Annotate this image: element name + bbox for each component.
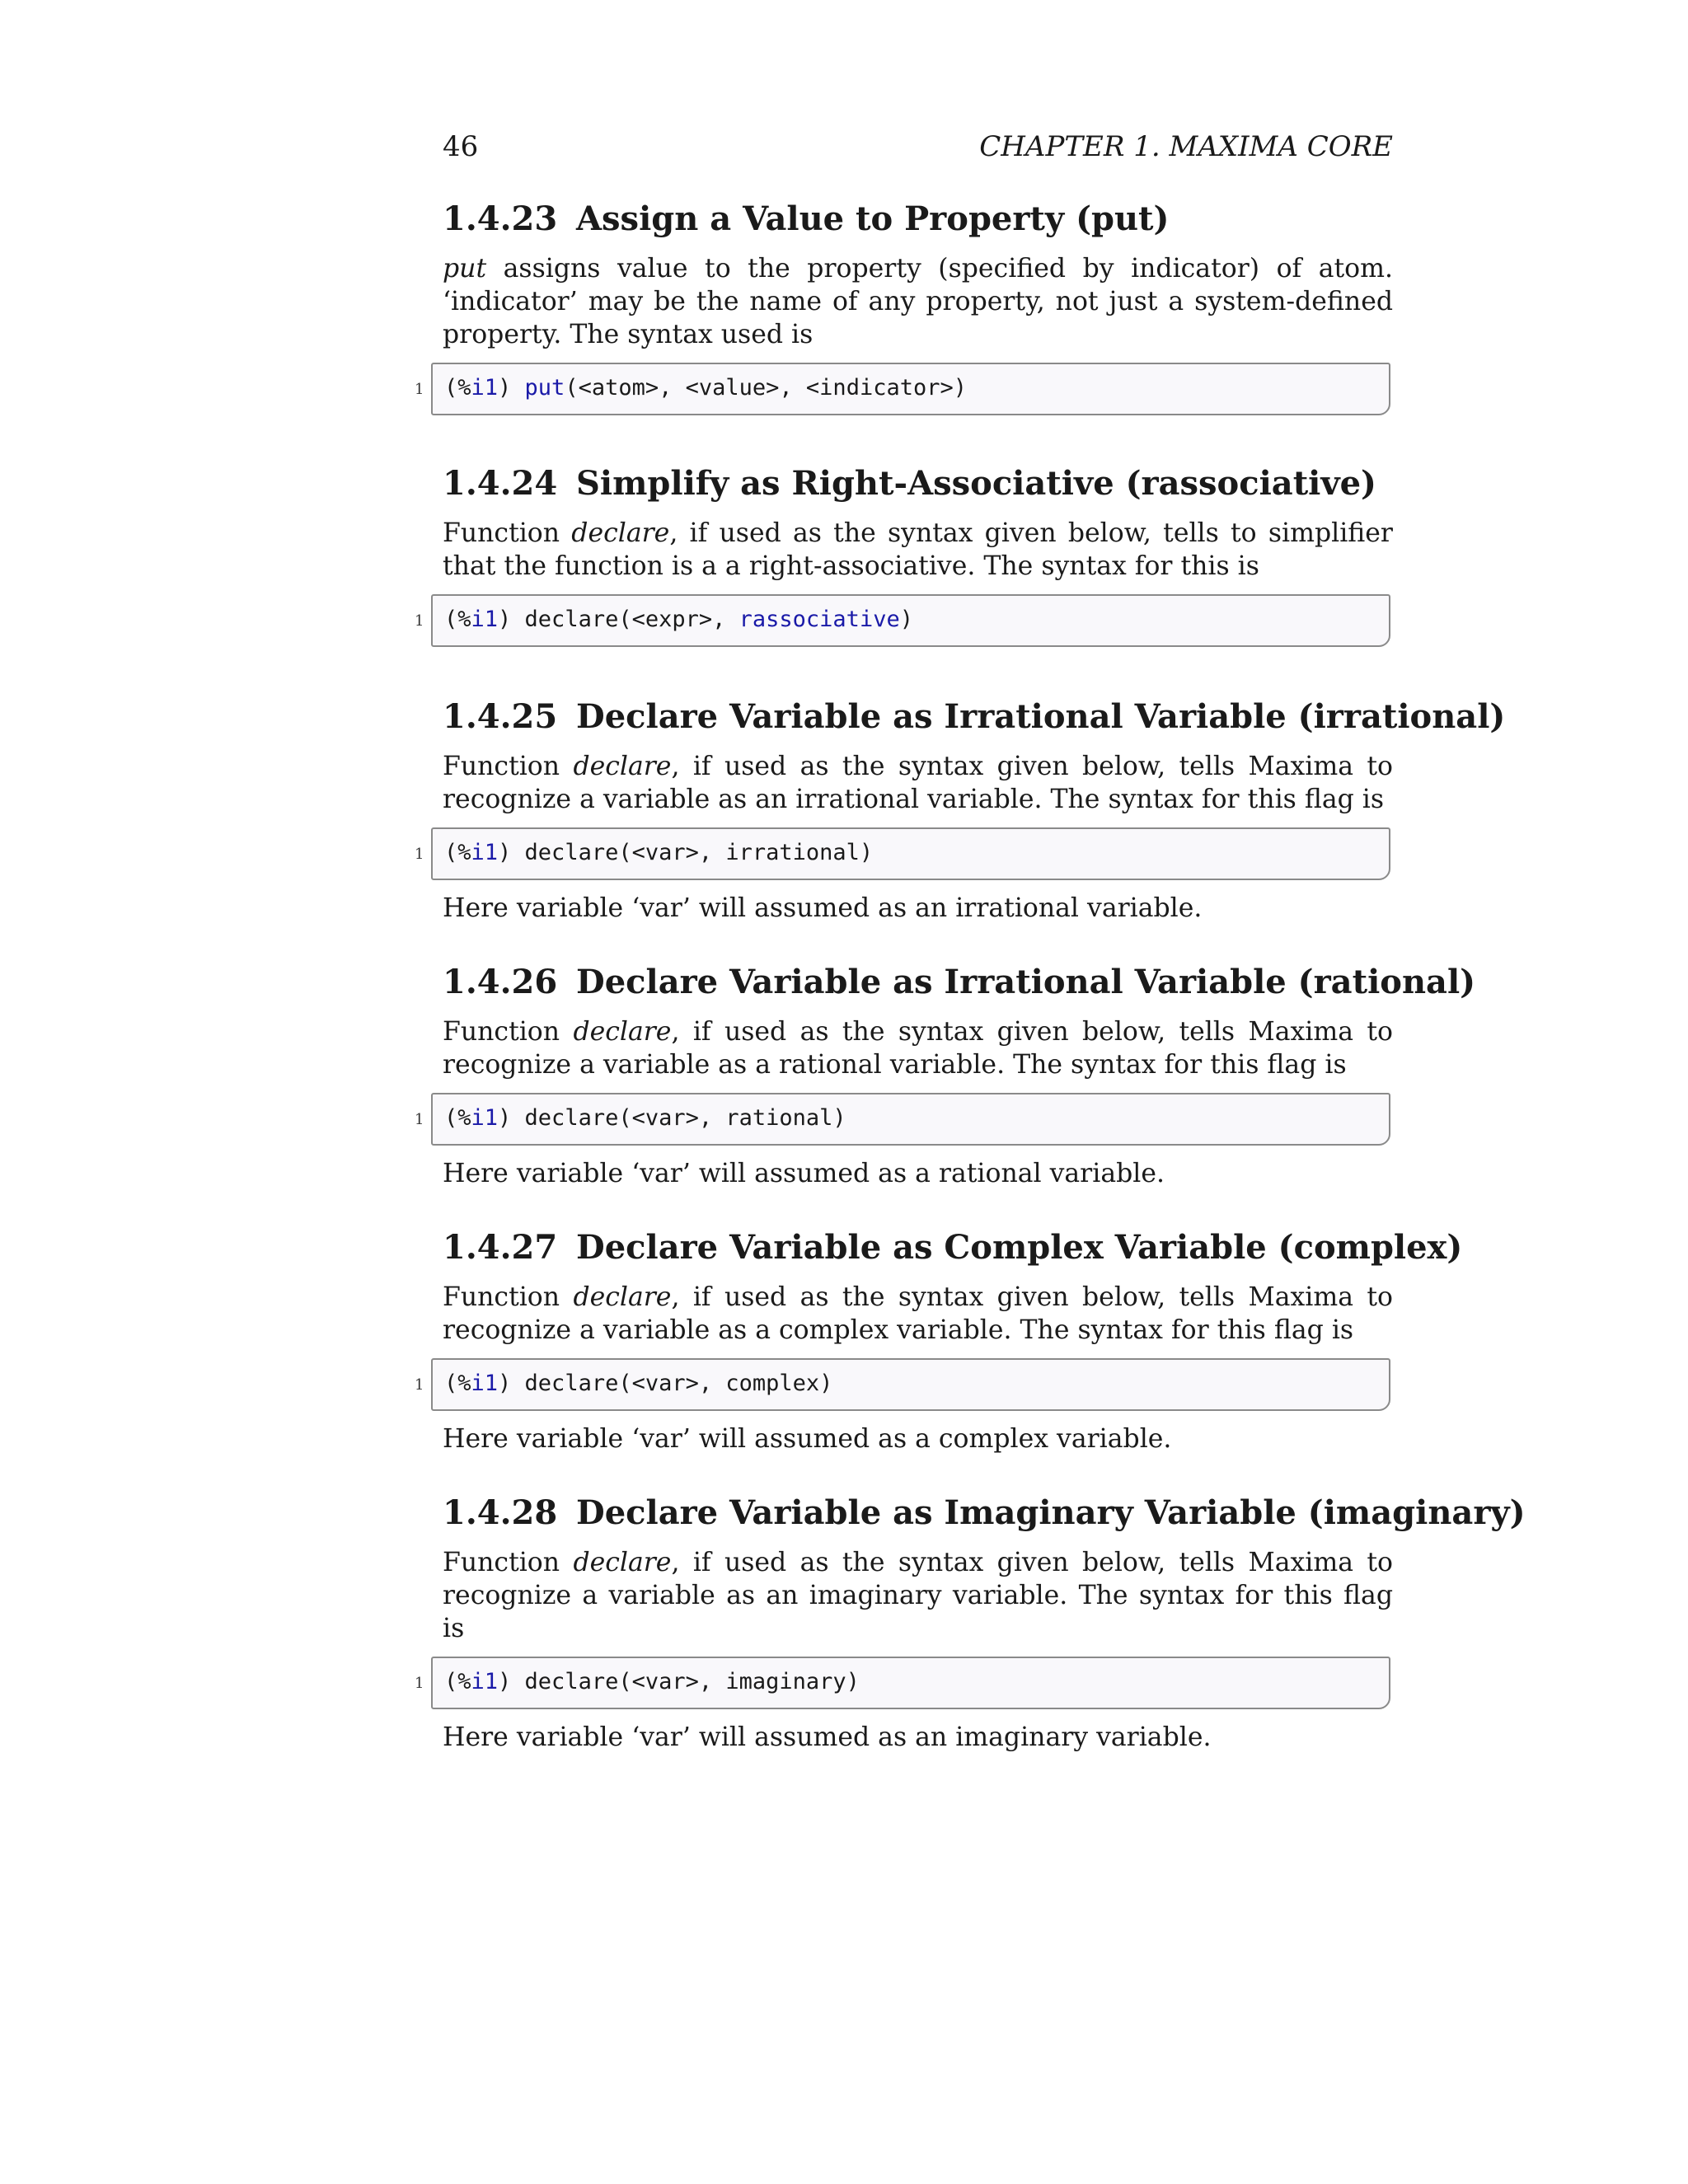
prompt-close: ) xyxy=(498,607,525,632)
paragraph-text: Function xyxy=(443,1017,574,1047)
code-listing xyxy=(415,594,1390,647)
chapter-title: CHAPTER 1. MAXIMA CORE xyxy=(979,130,1393,163)
paragraph-text: Function xyxy=(443,1282,574,1312)
input-label: i1 xyxy=(471,375,499,401)
function-name: declare xyxy=(571,518,670,548)
function-name: declare xyxy=(573,1017,672,1047)
function-name: put xyxy=(443,254,487,284)
code-args: (<atom>, <value>, <indicator>) xyxy=(565,375,967,401)
line-number: 1 xyxy=(415,381,424,398)
paragraph-text: assigns value to the property (specified by indicator) of atom. ‘indicator’ may be the name of any property, not just a system-defined property. The syntax used is xyxy=(443,254,1393,349)
section-paragraph xyxy=(443,1015,1393,1081)
section-heading xyxy=(443,694,1506,740)
line-number: 1 xyxy=(415,1111,424,1128)
note-text: Here variable ‘var’ will assumed as an imaginary variable. xyxy=(443,1722,1212,1752)
prompt-open: (% xyxy=(444,375,471,401)
input-label: i1 xyxy=(471,840,499,865)
line-number: 1 xyxy=(415,1675,424,1692)
code-text: declare(<var>, rational) xyxy=(524,1105,846,1131)
prompt-open: (% xyxy=(444,607,471,632)
paragraph-text: Function xyxy=(443,752,574,781)
section-title: Declare Variable as Complex Variable (complex) xyxy=(576,1228,1463,1267)
input-label: i1 xyxy=(471,1105,499,1131)
code-listing xyxy=(415,1093,1390,1146)
section-number: 1.4.24 xyxy=(443,464,558,503)
paragraph-text: , if used as the syntax given below, tells Maxima to recognize a variable as a complex variable. The syntax for this flag is xyxy=(443,1282,1393,1345)
section-title: Declare Variable as Imaginary Variable (imaginary) xyxy=(576,1493,1526,1532)
section-1-4-28 xyxy=(415,1490,1526,1754)
section-number: 1.4.27 xyxy=(443,1228,558,1267)
note-text: Here variable ‘var’ will assumed as a rational variable. xyxy=(443,1159,1165,1188)
code-keyword: rassociative xyxy=(738,607,900,632)
section-title: Simplify as Right-Associative (rassociative) xyxy=(576,464,1376,503)
section-heading xyxy=(443,1490,1526,1536)
input-label: i1 xyxy=(471,1371,499,1396)
prompt-close: ) xyxy=(498,840,525,865)
function-name: declare xyxy=(573,1548,672,1577)
section-title: Declare Variable as Irrational Variable (rational) xyxy=(576,963,1476,1001)
section-number: 1.4.28 xyxy=(443,1493,558,1532)
paragraph-text: , if used as the syntax given below, tells Maxima to recognize a variable as an imaginary variable. The syntax for this flag is xyxy=(443,1548,1393,1643)
prompt-open: (% xyxy=(444,1669,471,1694)
code-listing xyxy=(415,363,1390,415)
section-heading xyxy=(443,959,1476,1005)
section-heading xyxy=(443,461,1393,507)
note-text: Here variable ‘var’ will assumed as a complex variable. xyxy=(443,1424,1172,1454)
paragraph-text: , if used as the syntax given below, tells Maxima to recognize a variable as a rational variable. The syntax for this flag is xyxy=(443,1017,1393,1080)
code-listing xyxy=(415,827,1390,880)
section-number: 1.4.23 xyxy=(443,199,558,238)
prompt-open: (% xyxy=(444,1371,471,1396)
section-number: 1.4.26 xyxy=(443,963,558,1001)
line-number: 1 xyxy=(415,846,424,863)
page-number: 46 xyxy=(443,130,479,163)
section-1-4-27 xyxy=(415,1225,1463,1455)
code-listing xyxy=(415,1358,1390,1411)
prompt-close: ) xyxy=(498,1371,525,1396)
prompt-open: (% xyxy=(444,1105,471,1131)
section-paragraph xyxy=(443,517,1393,583)
prompt-close: ) xyxy=(498,375,525,401)
section-paragraph xyxy=(443,750,1393,816)
code-text: ) xyxy=(899,607,913,632)
section-paragraph xyxy=(443,1281,1393,1347)
section-1-4-24 xyxy=(415,461,1393,647)
section-paragraph xyxy=(443,252,1393,351)
paragraph-text: Function xyxy=(443,518,572,548)
paragraph-text: , if used as the syntax given below, tells to simplifier that the function is a a right-associative. The syntax for this is xyxy=(443,518,1393,581)
section-1-4-25 xyxy=(415,694,1506,925)
section-paragraph xyxy=(443,1546,1393,1645)
code-text: declare(<var>, imaginary) xyxy=(524,1669,860,1694)
prompt-open: (% xyxy=(444,840,471,865)
code-text: declare(<var>, complex) xyxy=(524,1371,833,1396)
note-text: Here variable ‘var’ will assumed as an irrational variable. xyxy=(443,893,1203,923)
running-head xyxy=(443,126,1393,167)
section-1-4-23 xyxy=(415,196,1393,415)
input-label: i1 xyxy=(471,607,499,632)
paragraph-text: Function xyxy=(443,1548,574,1577)
code-listing xyxy=(415,1657,1390,1709)
section-number: 1.4.25 xyxy=(443,697,558,736)
section-1-4-26 xyxy=(415,959,1476,1190)
prompt-close: ) xyxy=(498,1105,525,1131)
section-title: Declare Variable as Irrational Variable (irrational) xyxy=(576,697,1506,736)
section-heading xyxy=(443,1225,1463,1271)
function-name: declare xyxy=(573,1282,672,1312)
line-number: 1 xyxy=(415,612,424,630)
section-title: Assign a Value to Property (put) xyxy=(576,199,1170,238)
paragraph-text: , if used as the syntax given below, tells Maxima to recognize a variable as an irrational variable. The syntax for this flag is xyxy=(443,752,1393,814)
input-label: i1 xyxy=(471,1669,499,1694)
line-number: 1 xyxy=(415,1376,424,1394)
code-text: declare(<var>, irrational) xyxy=(524,840,874,865)
code-text: declare(<expr>, xyxy=(524,607,739,632)
prompt-close: ) xyxy=(498,1669,525,1694)
function-name: declare xyxy=(573,752,672,781)
section-heading xyxy=(443,196,1393,242)
code-function: put xyxy=(524,375,565,401)
